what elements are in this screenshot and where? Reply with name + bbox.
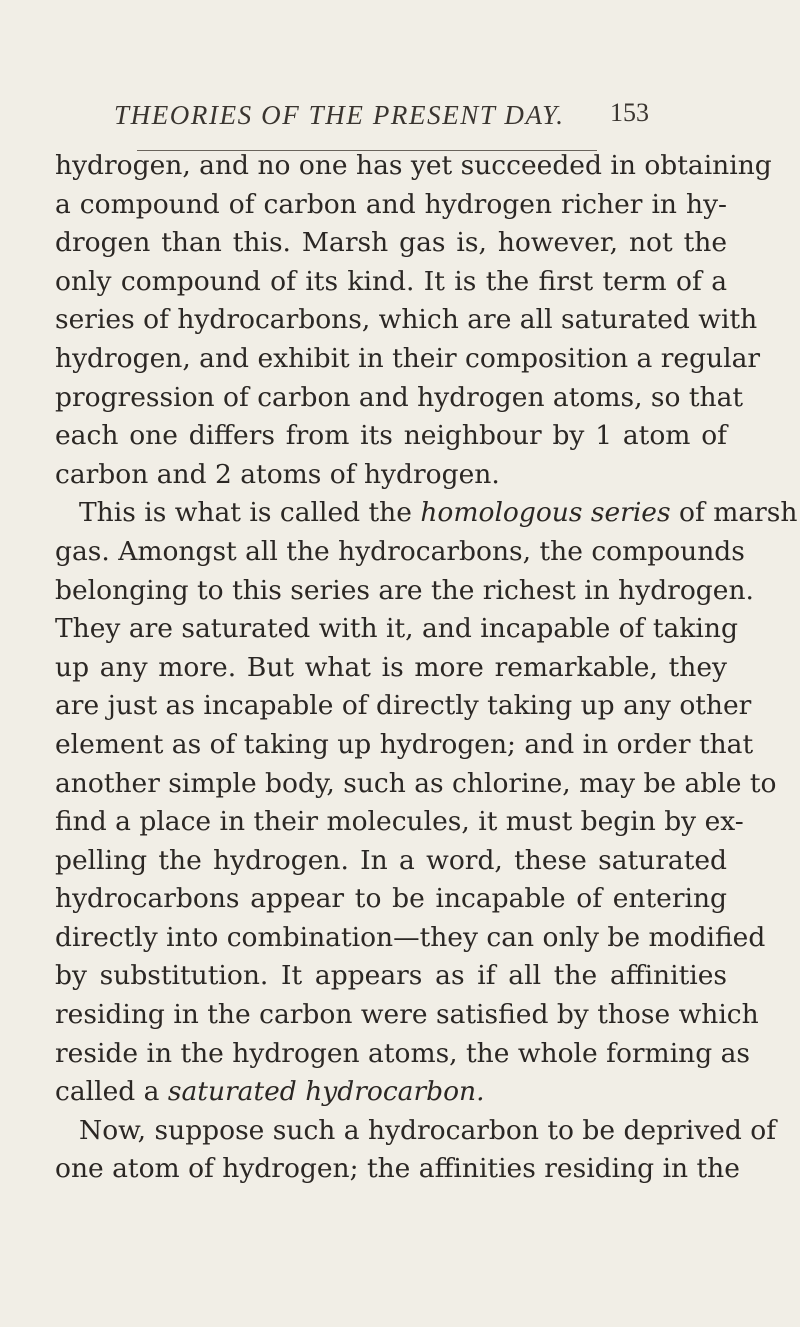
text-line: gas. Amongst all the hydrocarbons, the compounds (55, 535, 745, 567)
paragraph (55, 494, 798, 1112)
body-text (55, 147, 798, 1189)
text-span: called a (55, 1076, 168, 1108)
text-line: They are saturated with it, and incapable of taking (55, 613, 738, 645)
text-span: This is what is called the (79, 497, 421, 529)
text-line: by substitution. It appears as if all the affinities (55, 960, 727, 992)
text-line: reside in the hydrogen atoms, the whole forming as (55, 1037, 751, 1069)
italic-term: saturated hydrocarbon. (167, 1076, 485, 1108)
text-line: hydrocarbons appear to be incapable of entering (55, 883, 727, 915)
text-line: are just as incapable of directly taking up any other (55, 690, 752, 722)
text-line: a compound of carbon and hydrogen richer in hy- (55, 188, 727, 220)
text-line: another simple body, such as chlorine, may be able to (55, 767, 777, 799)
text-line: hydrogen, and exhibit in their composition a regular (55, 342, 761, 374)
text-line: progression of carbon and hydrogen atoms, so that (55, 381, 744, 413)
text-line: Now, suppose such a hydrocarbon to be deprived of (79, 1114, 776, 1146)
paragraph (55, 147, 772, 494)
text-line (55, 1073, 727, 1112)
text-line: up any more. But what is more remarkable, they (55, 651, 727, 683)
text-line: element as of taking up hydrogen; and in order that (55, 728, 754, 760)
text-line: only compound of its kind. It is the first term of a (55, 265, 727, 297)
text-line (55, 494, 798, 533)
running-head (110, 100, 670, 140)
text-line: drogen than this. Marsh gas is, however, not the (55, 227, 727, 259)
text-line: belonging to this series are the richest in hydrogen. (55, 574, 754, 606)
text-line: series of hydrocarbons, which are all saturated with (55, 304, 758, 336)
italic-term: homologous series (420, 497, 671, 529)
text-line: pelling the hydrogen. In a word, these saturated (55, 844, 727, 876)
page-number: 153 (610, 98, 649, 127)
text-span: of marsh (670, 497, 798, 529)
running-title: THEORIES OF THE PRESENT DAY. (114, 100, 565, 130)
text-line: carbon and 2 atoms of hydrogen. (55, 458, 500, 490)
paragraph (55, 1112, 776, 1189)
text-line: one atom of hydrogen; the affinities residing in the (55, 1153, 740, 1185)
text-line: find a place in their molecules, it must begin by ex- (55, 806, 744, 838)
text-line: hydrogen, and no one has yet succeeded in obtaining (55, 150, 772, 181)
text-line: directly into combination—they can only be modified (55, 921, 766, 953)
text-line: residing in the carbon were satisfied by those which (55, 999, 759, 1031)
text-line: each one differs from its neighbour by 1 atom of (55, 420, 727, 452)
